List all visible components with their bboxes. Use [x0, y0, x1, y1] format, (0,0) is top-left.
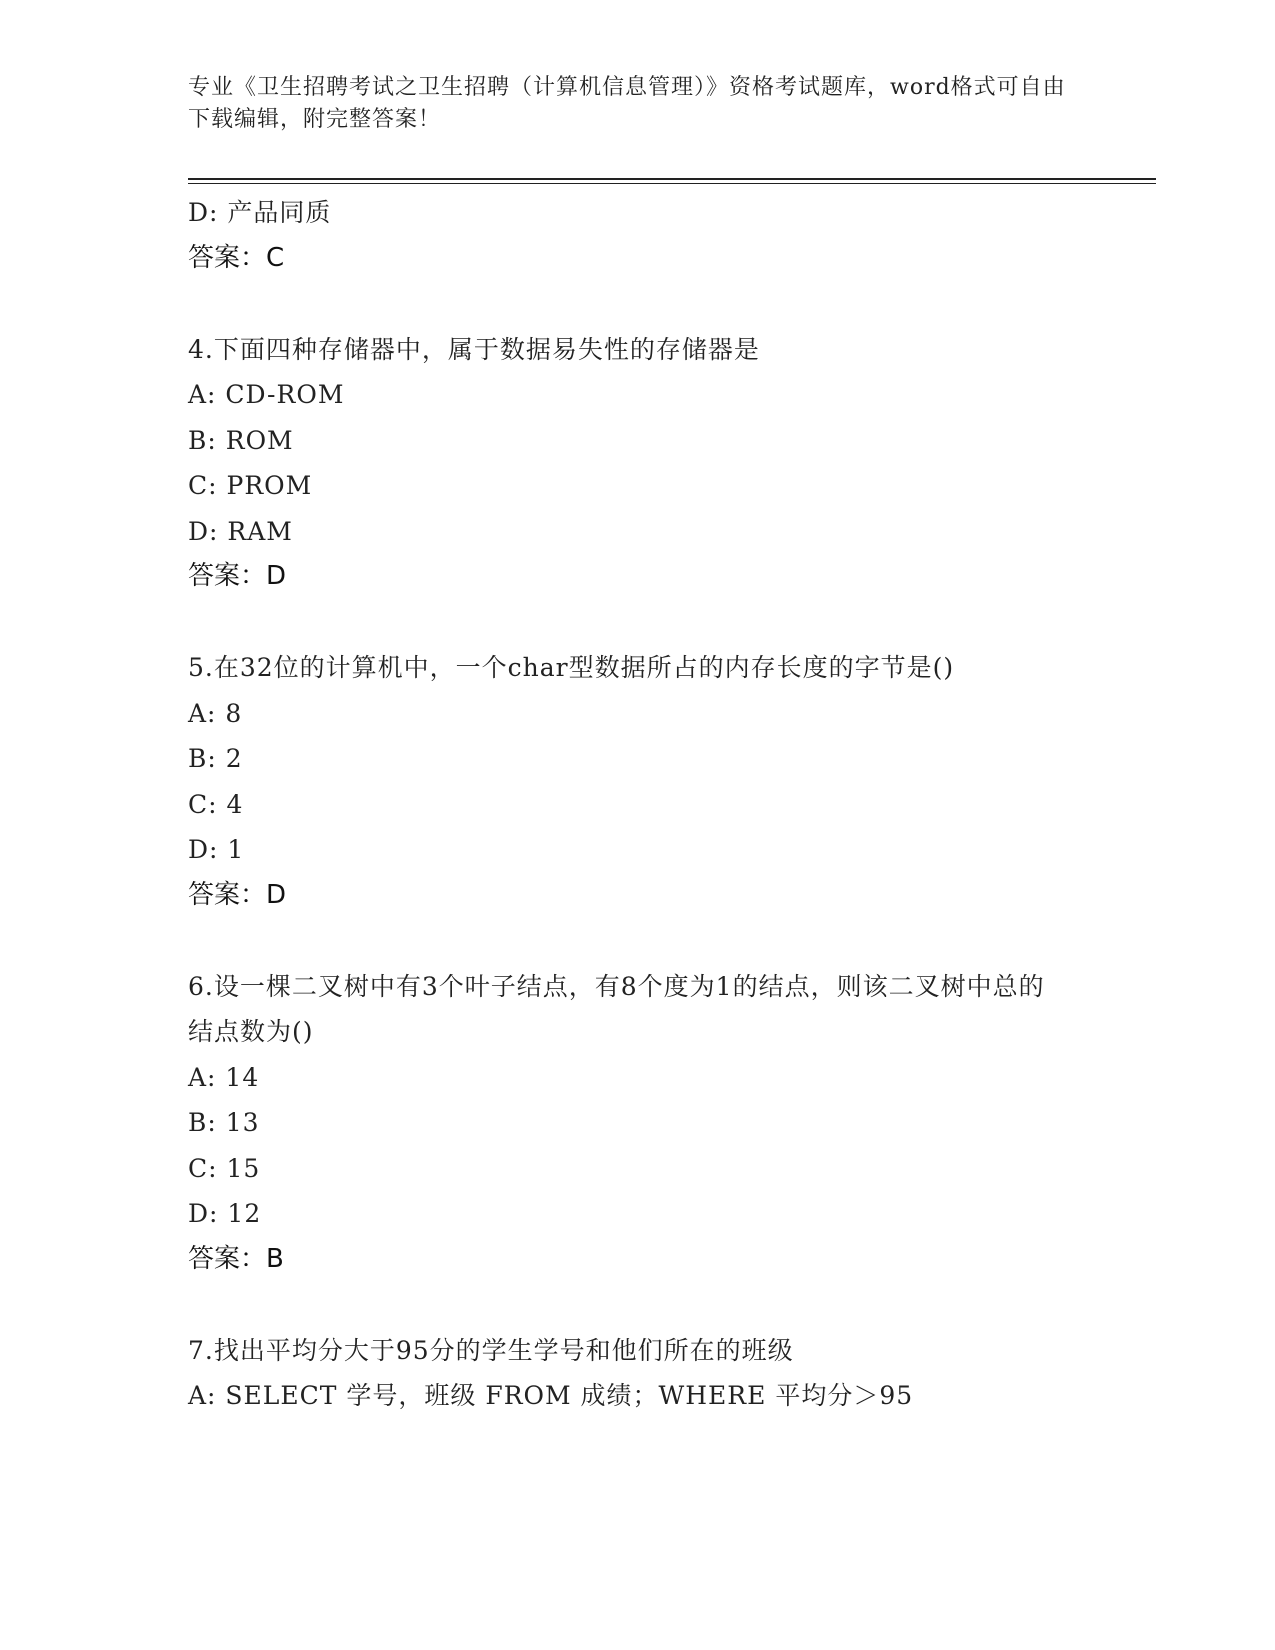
question-5-option-a: A: 8	[188, 698, 243, 728]
question-4-option-a: A: CD-ROM	[188, 380, 345, 409]
question-5-option-d: D: 1	[188, 835, 245, 864]
question-6-option-a: A: 14	[188, 1062, 260, 1092]
spacer	[188, 1282, 1148, 1328]
question-6-answer: 答案：B	[188, 1243, 284, 1274]
question-5-answer: 答案：D	[188, 879, 287, 910]
question-6-option-b: B: 13	[188, 1108, 260, 1137]
question-5-option-c: C: 4	[188, 789, 244, 819]
question-4-option-b: B: ROM	[188, 425, 294, 455]
question-4-answer: 答案：D	[188, 561, 287, 591]
question-5-option-b: B: 2	[188, 744, 243, 773]
question-6-option-c: C: 15	[188, 1153, 261, 1183]
prev-question-option-d: D: 产品同质	[188, 198, 332, 227]
header-divider	[188, 178, 1156, 180]
question-7-stem: 7.找出平均分大于95分的学生学号和他们所在的班级	[188, 1335, 794, 1365]
question-6-stem: 6.设一棵二叉树中有3个叶子结点，有8个度为1的结点，则该二叉树中总的结点数为()	[188, 971, 1045, 1046]
question-5-stem: 5.在32位的计算机中，一个char型数据所占的内存长度的字节是()	[188, 653, 955, 682]
document-header: 专业《卫生招聘考试之卫生招聘（计算机信息管理）》资格考试题库，word格式可自由下载编辑，附完整答案！	[188, 75, 1066, 132]
question-7-option-a: A: SELECT 学号，班级 FROM 成绩；WHERE 平均分＞95	[188, 1381, 914, 1410]
spacer	[188, 281, 1148, 327]
prev-question-answer: 答案：C	[188, 242, 285, 273]
spacer	[188, 918, 1148, 964]
spacer	[188, 600, 1148, 646]
header-divider-thin	[188, 183, 1156, 184]
question-4-stem: 4.下面四种存储器中，属于数据易失性的存储器是	[188, 334, 760, 364]
question-4-option-c: C: PROM	[188, 471, 313, 500]
question-6-option-d: D: 12	[188, 1199, 262, 1228]
question-list	[188, 190, 1148, 1419]
question-4-option-d: D: RAM	[188, 516, 293, 546]
